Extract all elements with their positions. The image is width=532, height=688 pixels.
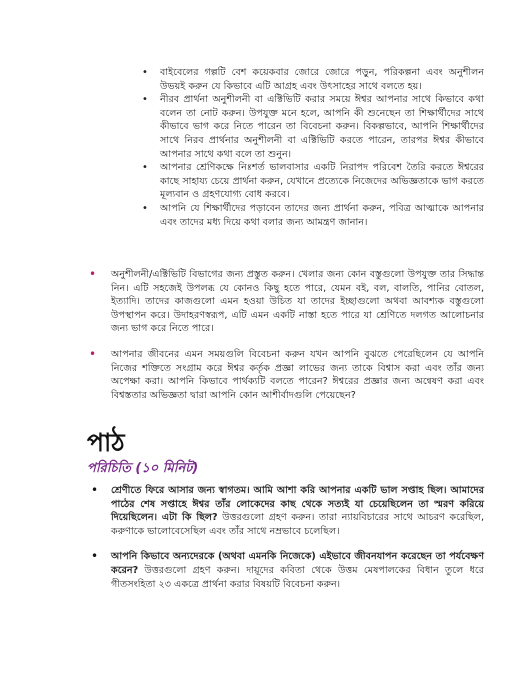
sub-item-text: নীরব প্রার্থনা অনুশীলনী বা এক্টিভিটি করার সময়ে ঈশ্বর আপনার সাথে কিভাবে কথা বলেন তা নোট করুন। উপযুক্ত মনে হলে, আপনি কী শুনেছেন তা শিক্ষার্থীদের সাথে কীভাবে ভাগ করে নিতে পারেন তা বিবেচনা করুন। বিকল্পভাবে, আপনি শিক্ষার্থীদের সাথে নিরব প্রার্থনার অনুশীলনী বা এক্টিভিটি করতে পারেন, তারপর ঈশ্বর কীভাবে আপনার সাথে কথা বলে তা শুনুন।	[160, 94, 484, 160]
sub-list-item	[142, 202, 484, 229]
intro-list-item	[91, 483, 484, 538]
sub-list-item	[142, 161, 484, 202]
sub-list-item	[142, 66, 484, 93]
bullet-icon: •	[89, 267, 97, 281]
bullet-icon: •	[91, 549, 99, 564]
intro-list-item	[91, 549, 484, 591]
main-list-item	[89, 346, 484, 402]
main-item-text: আপনার জীবনের এমন সময়গুলি বিবেচনা করুন যখন আপনি বুঝতে পেরেছিলেন যে আপনি নিজের শক্তিতে সংগ্রাম করে ঈশ্বর কর্তৃক প্রজ্ঞা লাভের জন্য তাকে বিশ্বাস করা এবং তাঁর জন্য অপেক্ষা করা। আপনি কিভাবে পার্থক্যটি বলতে পারেন? ঈশ্বরের প্রজ্ঞার জন্য অন্বেষণ করা এবং বিশ্বস্ততার অভিজ্ঞতা দ্বারা আপনি কোন আশীর্বাদগুলি পেয়েছেন?	[111, 348, 484, 401]
bullet-icon: •	[142, 94, 148, 106]
sub-list-item	[142, 93, 484, 161]
bullet-icon: •	[91, 483, 99, 497]
sub-item-text: বাইবেলের গল্পটি বেশ কয়েকবার জোরে জোরে পড়ুন, পরিকল্পনা এবং অনুশীলন উভয়ই করুন যে কিভাবে এটি আগ্রহ এবং উৎসাহের সাথে বলতে হয়।	[160, 67, 484, 92]
sub-item-text: আপনি যে শিক্ষার্থীদের পড়াবেন তাদের জন্য প্রার্থনা করুন, পবিত্র আত্মাকে আপনার এবং তাদের মধ্য দিয়ে কথা বলার জন্য আমন্ত্রণ জানান।	[160, 202, 484, 228]
introduction-subheading: পরিচিতি (১০ মিনিট)	[87, 461, 199, 476]
bullet-icon: •	[142, 67, 148, 78]
preparation-main-list	[89, 267, 484, 402]
bullet-icon: •	[142, 162, 148, 174]
bullet-icon: •	[142, 202, 148, 214]
teacher-note-text: উত্তরগুলো গ্রহণ করুন। দায়ূদের কবিতা থেকে উত্তম মেষপালকের বিধান তুলে ধরে গীতসংহিতা ২৩ একত্রে প্রার্থনা করার বিষয়টি বিবেচনা করুন।	[111, 564, 484, 590]
lesson-heading: পাঠ	[87, 428, 125, 457]
teacher-script-text: আপনি কিভাবে অন্যদেরকে (অথবা এমনকি নিজেকে) এইভাবে জীবনযাপন করেছেন তা পর্যবেক্ষণ করেন?	[111, 551, 484, 576]
main-list-item	[89, 267, 484, 336]
teacher-note-text: উত্তরগুলো গ্রহণ করুন। তারা ন্যায়বিচারের সাথে আচরণ করেছিল, করুণাকে ভালোবেসেছিল এবং তাঁর সাথে নম্রভাবে চলেছিল।	[111, 512, 484, 537]
bullet-icon: •	[89, 346, 97, 361]
preparation-sub-list	[142, 66, 484, 229]
introduction-list	[91, 483, 484, 591]
sub-item-text: আপনার শ্রেণিকক্ষে নিঃশর্ত ভালবাসার একটি নিরাপদ পরিবেশ তৈরি করতে ঈশ্বরের কাছে সাহায্য চেয়ে প্রার্থনা করুন, যেখানে প্রত্যেকে নিজেদের অভিজ্ঞতাকে ভাগ করতে মূল্যবান ও গ্রহণযোগ্য বোধ করবে।	[160, 162, 484, 201]
main-item-text: অনুশীলনী/এক্টিভিটি বিভাগের জন্য প্রস্তুত করুন। খেলার জন্য কোন বস্তুগুলো উপযুক্ত তার সিদ্ধান্ত নিন। এটি সহজেই উপলব্ধ যে কোনও কিছু হতে পারে, যেমন বই, বল, বালতি, পানির বোতল, ইত্যাদি। তাদের কাজগুলো এমন হওয়া উচিত যা তাদের ইচ্ছাগুলো অথবা আবশ্যক বস্তুগুলো উপস্থাপন করে। উদাহরণস্বরূপ, এটি এমন একটি নাস্তা হতে পারে যা শ্রেণিতে দলগত আলোচনার জন্য ভাগ করে নিতে পারে।	[111, 269, 484, 335]
teacher-script-text: শ্রেণীতে ফিরে আসার জন্য স্বাগতম। আমি আশা করি আপনার একটি ভাল সপ্তাহ ছিল। আমাদের পাঠের শেষ সপ্তাহে ঈশ্বর তাঁর লোকেদের কাছ থেকে সত্যই যা চেয়েছিলেন তা স্মরণ করিয়ে দিয়েছিলেন। এটা কি ছিল?	[111, 485, 484, 524]
